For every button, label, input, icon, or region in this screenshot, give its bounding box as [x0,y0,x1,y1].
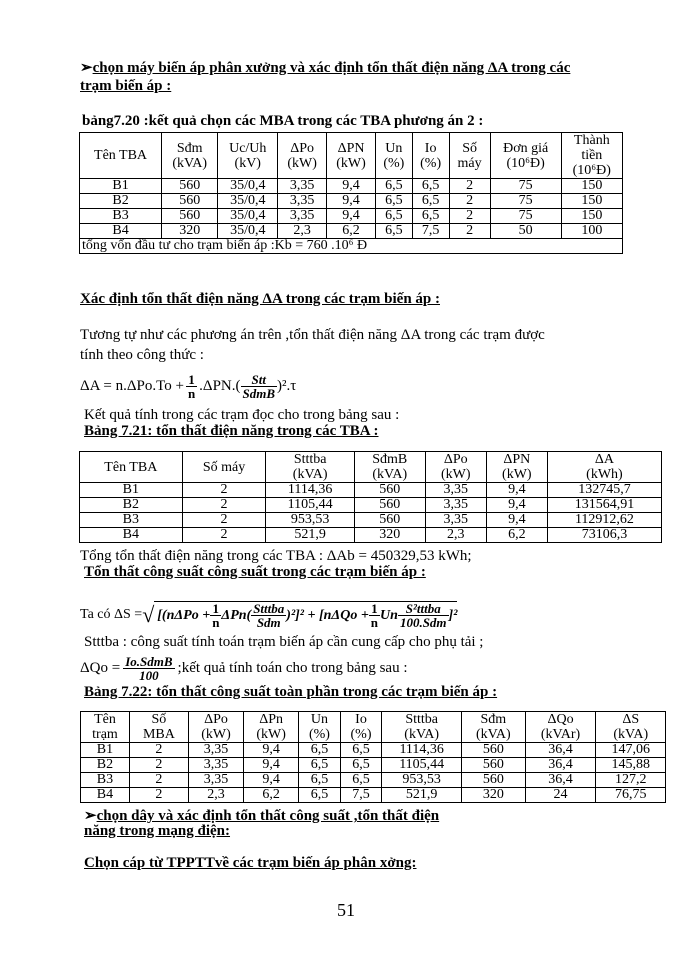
table-cell: B4 [80,224,162,239]
column-header: Io (%) [340,712,382,743]
table-cell: 9,4 [327,209,376,224]
table-22-caption: Bảng 7.22: tổn thất công suất toàn phần trong các trạm biến áp : [84,684,498,700]
column-header: Sđm (kVA) [462,712,525,743]
column-header: Un (%) [299,712,341,743]
table-cell: 3,35 [425,513,486,528]
table-cell: 1114,36 [382,743,462,758]
table-cell: 75 [490,179,561,194]
table-cell: 1114,36 [266,483,354,498]
column-header: Stttba (kVA) [266,452,354,483]
table-cell: 2 [182,483,266,498]
table-cell: 76,75 [596,788,666,803]
table-cell: 150 [561,179,622,194]
table-row [81,743,666,758]
table-cell: 36,4 [525,743,596,758]
table-cell: B3 [80,513,183,528]
table-21-total: Tổng tổn thất điện năng trong các TBA : ΔAb = 450329,53 kWh; [80,548,472,564]
table-20-total: tổng vốn đầu tư cho trạm biến áp :Kb = 760 .10⁶ Đ [80,239,623,254]
table-cell: 35/0,4 [218,179,278,194]
table-cell: 521,9 [382,788,462,803]
table-cell: 3,35 [188,773,243,788]
column-header: ΔPo (kW) [425,452,486,483]
column-header: ΔQo (kVAr) [525,712,596,743]
table-cell: 9,4 [327,179,376,194]
section-2-heading: Xác định tổn thất điện năng ΔA trong các trạm biến áp : [80,291,440,307]
table-cell: B1 [80,483,183,498]
section-4-heading: Chọn cáp từ TPPTTvề các trạm biến áp phân xởng: [84,855,417,871]
table-row [81,788,666,803]
bullet-icon: ➢ [80,60,93,76]
table-cell: 9,4 [244,743,299,758]
table-cell: 6,2 [327,224,376,239]
table-cell: 7,5 [412,224,449,239]
table-cell: 24 [525,788,596,803]
table-row [80,224,623,239]
table-cell: 953,53 [382,773,462,788]
column-header: ΔPN (kW) [486,452,547,483]
table-21 [79,451,662,543]
table-row [81,773,666,788]
table-cell: 3,35 [278,179,327,194]
column-header: Io (%) [412,133,449,179]
energy-loss-formula: ΔA = n.ΔPo.To + $\frac{1}{n}$ .ΔPN.( $\frac{\text{Stt}}{\text{SdmB}}$ )².τ [80,371,297,401]
table-cell: 100 [561,224,622,239]
table-cell: 320 [354,528,425,543]
table-cell: 6,5 [299,788,341,803]
column-header: Sđm (kVA) [162,133,218,179]
table-cell: 132745,7 [547,483,661,498]
table-row [80,513,662,528]
table-cell: 6,5 [340,773,382,788]
column-header: Tên TBA [80,452,183,483]
table-cell: 3,35 [425,498,486,513]
table-cell: 560 [354,498,425,513]
column-header: Stttba (kVA) [382,712,462,743]
table-cell: B4 [80,528,183,543]
column-header: Thành tiền (10⁶Đ) [561,133,622,179]
table-cell: 50 [490,224,561,239]
table-cell: B4 [81,788,130,803]
table-cell: 2 [182,528,266,543]
table-20 [79,132,623,254]
table-cell: 75 [490,209,561,224]
column-header: ΔA (kWh) [547,452,661,483]
column-header: ΔPo (kW) [278,133,327,179]
table-cell: 6,5 [375,179,412,194]
table-cell: 560 [462,773,525,788]
column-header: Tên TBA [80,133,162,179]
table-header-row [81,712,666,743]
table-cell: 3,35 [425,483,486,498]
table-cell: B2 [81,758,130,773]
table-cell: 560 [462,743,525,758]
table-cell: 3,35 [188,758,243,773]
sqrt-icon: √ [142,602,155,627]
column-header: ΔPn (kW) [244,712,299,743]
table-cell: 2 [449,194,490,209]
column-header: Un (%) [375,133,412,179]
table-row [80,498,662,513]
column-header: Số máy [182,452,266,483]
table-row [80,179,623,194]
table-21-caption: Bảng 7.21: tổn thất điện năng trong các TBA : [84,423,379,439]
table-cell: 2 [449,224,490,239]
table-cell: 6,5 [375,224,412,239]
table-cell: 320 [162,224,218,239]
table-cell: 2,3 [425,528,486,543]
table-cell: 131564,91 [547,498,661,513]
table-cell: 2,3 [188,788,243,803]
table-cell: 320 [462,788,525,803]
table-header-row [80,452,662,483]
table-row [80,483,662,498]
section-1-title: ➢chọn máy biến áp phân xưởng và xác định tổn thất điện năng ΔA trong các [80,60,571,76]
table-cell: 150 [561,209,622,224]
table-cell: 9,4 [327,194,376,209]
table-cell: 560 [354,483,425,498]
table-cell: 3,35 [278,209,327,224]
table-cell: 9,4 [244,773,299,788]
bullet-icon: ➢ [84,808,97,824]
table-cell: 9,4 [486,498,547,513]
dqo-formula: ΔQo = $\frac{\text{Io.SdmB}}{100}$ ;kết quả tính toán cho trong bảng sau : [80,653,408,683]
page-number: 51 [337,900,355,920]
table-cell: 6,5 [412,194,449,209]
column-header: Số máy [449,133,490,179]
column-header: Tên trạm [81,712,130,743]
table-cell: 2 [449,179,490,194]
section-2-result-line: Kết quả tính trong các trạm đọc cho trong bảng sau : [84,407,400,423]
table-cell: 2 [129,773,188,788]
table-cell: 127,2 [596,773,666,788]
column-header: Đơn giá (10⁶Đ) [490,133,561,179]
section-3-heading: Tổn thất công suất công suất trong các trạm biến áp : [84,564,426,580]
table-cell: 6,5 [299,773,341,788]
table-cell: 6,5 [412,209,449,224]
table-cell: 560 [162,179,218,194]
table-cell: 2 [182,513,266,528]
section-2-paragraph-line-2: tính theo công thức : [80,347,204,363]
table-cell: 6,5 [340,758,382,773]
section-4-title-cont: năng trong mạng điện: [84,823,231,839]
column-header: ΔPN (kW) [327,133,376,179]
section-2-paragraph-line-1: Tương tự như các phương án trên ,tổn thất điện năng ΔA trong các trạm được [80,327,545,343]
table-cell: 6,5 [412,179,449,194]
column-header: ΔPo (kW) [188,712,243,743]
table-cell: B2 [80,194,162,209]
section-4-title: ➢chọn dây và xác định tổn thất công suất ,tổn thất điện [84,808,440,824]
table-cell: 150 [561,194,622,209]
table-cell: 36,4 [525,758,596,773]
table-cell: 35/0,4 [218,209,278,224]
table-cell: 560 [162,194,218,209]
table-cell: 521,9 [266,528,354,543]
table-cell: B3 [81,773,130,788]
table-row [80,528,662,543]
column-header: SđmB (kVA) [354,452,425,483]
table-cell: 1105,44 [266,498,354,513]
table-cell: 6,2 [486,528,547,543]
table-cell: 75 [490,194,561,209]
table-cell: 560 [162,209,218,224]
table-cell: B2 [80,498,183,513]
table-22 [80,711,666,803]
table-cell: 35/0,4 [218,194,278,209]
table-cell: 145,88 [596,758,666,773]
table-cell: B1 [81,743,130,758]
table-cell: 147,06 [596,743,666,758]
table-row [80,209,623,224]
table-cell: 9,4 [244,758,299,773]
table-cell: B1 [80,179,162,194]
table-cell: 560 [462,758,525,773]
power-loss-formula: Ta có ΔS = √ [(nΔPo + $\frac{1}{n}$ ΔPn( $\frac{\text{Stttba}}{\text{Sdm}}$ )²]² + [nΔQo + $\frac{1}{n}$ Un $\frac{\text{S²tttba}}{\text{100.Sdm}}$ ]² [80,601,458,630]
table-cell: B3 [80,209,162,224]
table-cell: 560 [354,513,425,528]
table-cell: 3,35 [278,194,327,209]
table-row [80,194,623,209]
table-cell: 7,5 [340,788,382,803]
table-cell: 9,4 [486,483,547,498]
table-cell: 9,4 [486,513,547,528]
table-cell: 953,53 [266,513,354,528]
table-cell: 36,4 [525,773,596,788]
table-cell: 2 [129,758,188,773]
table-cell: 35/0,4 [218,224,278,239]
table-cell: 2,3 [278,224,327,239]
table-cell: 3,35 [188,743,243,758]
column-header: Số MBA [129,712,188,743]
table-cell: 6,5 [375,194,412,209]
table-cell: 6,5 [299,758,341,773]
table-cell: 2 [129,788,188,803]
table-cell: 2 [129,743,188,758]
column-header: ΔS (kVA) [596,712,666,743]
table-cell: 2 [182,498,266,513]
table-cell: 73106,3 [547,528,661,543]
stttba-definition: Stttba : công suất tính toán trạm biến áp cần cung cấp cho phụ tải ; [84,634,484,650]
table-cell: 2 [449,209,490,224]
table-row [81,758,666,773]
table-cell: 6,2 [244,788,299,803]
table-cell: 6,5 [340,743,382,758]
table-20-caption: bảng7.20 :kết quả chọn các MBA trong các TBA phương án 2 : [82,113,484,129]
table-cell: 1105,44 [382,758,462,773]
table-header-row [80,133,623,179]
section-1-title-cont: trạm biến áp : [80,78,172,94]
table-cell: 6,5 [375,209,412,224]
column-header: Uc/Uh (kV) [218,133,278,179]
table-cell: 112912,62 [547,513,661,528]
table-cell: 6,5 [299,743,341,758]
